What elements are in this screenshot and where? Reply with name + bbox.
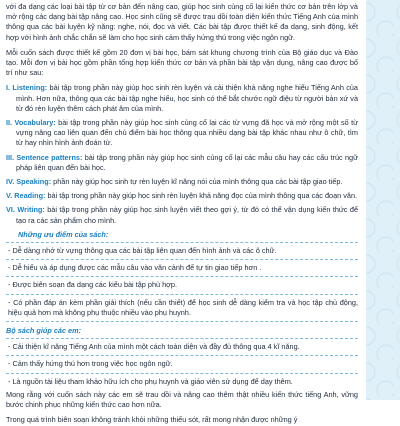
section-text: phần này giúp học sinh tự rèn luyện kĩ năng nói của mình thông qua các bài tập giao tiếp.	[51, 177, 343, 187]
divider	[6, 276, 358, 277]
closing-paragraph: Mong rằng với cuốn sách này các em sẽ trau dồi và nâng cao thêm thật nhiều kiến thức tiếng Anh, vững bước chinh phục những kiến thức cao hơn nữa.	[6, 389, 358, 410]
divider	[6, 338, 358, 339]
section-text: bài tập trong phần này giúp học sinh rèn luyện và cải thiện khả năng nghe hiểu Tiếng Anh của mình. Hơn nữa, thông qua các bài tập nghe hiểu, học sinh có thể bắt chước ngữ điệu từ người bản xứ và từ đó rèn luyện thêm cách phát âm của mình.	[16, 83, 358, 113]
feature-item: - Dễ hiểu và áp dụng được các mẫu câu vào văn cảnh để tự tin giao tiếp hơn .	[8, 263, 262, 273]
feature-item: - Được biên soạn đa dạng các kiểu bài tập phù hợp.	[8, 280, 178, 290]
intro-paragraph: Mỗi cuốn sách được thiết kế gồm 20 đơn vị bài học, bám sát khung chương trình của Bộ giáo dục và Đào tạo. Mỗi đơn vị bài học gồm phần tổng hợp kiến thức cơ bản và phần bài tập vận dụng, nâng cao được bố trí như sau:	[6, 47, 358, 78]
section-text: bài tập trong phần này giúp học sinh luyện viết theo gợi ý, từ đó có thể vận dụng kiến thức để tạo ra các sản phẩm cho mình.	[16, 205, 359, 225]
section-label: IV. Speaking:	[6, 177, 52, 187]
divider	[6, 373, 358, 374]
closing-paragraph: Trong quá trình biên soạn không tránh khỏi những thiếu sót, rất mong nhận được những ý	[6, 415, 298, 425]
intro-paragraph: với đa dạng các loại bài tập từ cơ bản đến nâng cao, giúp học sinh củng cố lại kiến thức cơ bản trên lớp và mở rộng các dạng bài tập nâng cao. Học sinh cũng sẽ được trau dồi toàn diện kiến thức Tiếng Anh của mình thông qua các bài luyện kỹ năng: nghe, nói, đọc và viết. Các bài tập được thiết kế đa dạng, sinh động, kết hợp với hình ảnh chắc chắn sẽ làm cho học sinh cảm thấy hứng thú trong việc ngôn ngữ.	[6, 2, 358, 42]
section-writing	[6, 205, 358, 225]
divider	[6, 294, 358, 295]
benefit-item: - Là nguồn tài liệu tham khảo hữu ích cho phụ huynh và giáo viên sử dụng để dạy thêm.	[8, 376, 293, 386]
section-label: VI. Writing:	[6, 205, 45, 215]
feature-item: - Có phần đáp án kèm phần giải thích (nếu cần thiết) để học sinh dễ dàng kiểm tra và học tập chủ động, hiệu quả hơn mà không phụ thuộc nhiều vào phụ huynh.	[8, 297, 358, 317]
section-text: bài tập trong phần này giúp học sinh củng cố lại các từ vựng đã học và mở rộng một số từ vựng nâng cao liên quan đến chủ điểm bài học thông qua nhiều dạng bài tập khác nhau như ô chữ, tìm từ hay nhìn hình ảnh đoán từ.	[16, 118, 358, 148]
benefits-heading: Bộ sách giúp các em:	[6, 326, 82, 336]
benefit-item: - Cải thiện kĩ năng Tiếng Anh của mình một cách toàn diện và đầy đủ thông qua 4 kĩ năng.	[8, 342, 300, 352]
divider	[6, 259, 358, 260]
divider	[6, 321, 358, 322]
section-label: I. Listening:	[6, 83, 48, 93]
section-listening	[6, 83, 358, 114]
feature-item: - Dễ dàng nhớ từ vựng thông qua các bài tập liên quan đến hình ảnh và các ô chữ.	[8, 246, 277, 256]
section-sentence-patterns	[6, 153, 358, 173]
section-reading	[6, 191, 358, 201]
benefit-item: - Cảm thấy hứng thú hơn trong việc học ngôn ngữ.	[8, 359, 173, 369]
features-heading: Những ưu điểm của sách:	[18, 229, 109, 239]
section-label: V. Reading:	[6, 191, 46, 201]
divider	[6, 355, 358, 356]
section-vocabulary	[6, 118, 358, 149]
section-text: bài tập trong phần này giúp học sinh rèn luyện khả năng đọc của mình thông qua các đoạn văn.	[45, 191, 358, 201]
divider	[6, 242, 358, 243]
section-label: II. Vocabulary:	[6, 118, 56, 128]
section-speaking	[6, 177, 358, 187]
section-label: III. Sentence patterns:	[6, 152, 83, 162]
section-text: bài tập trong phần này giúp học sinh củng cố lại các mẫu câu hay các cấu trúc ngữ pháp liên quan đến bài học.	[16, 152, 359, 172]
